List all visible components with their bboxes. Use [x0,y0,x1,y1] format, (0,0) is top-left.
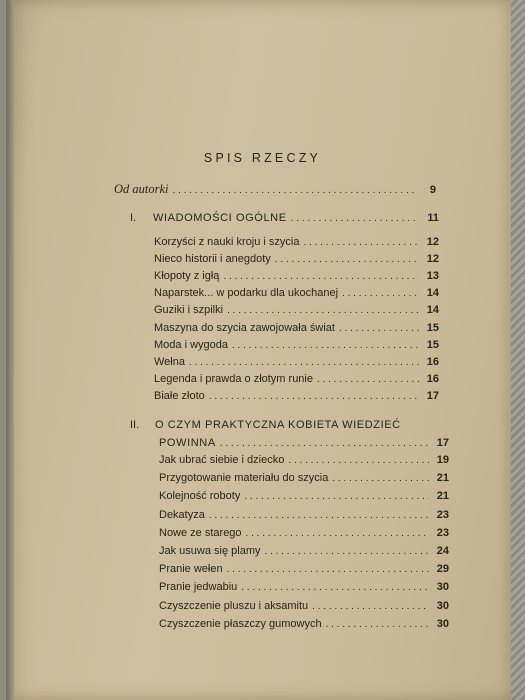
toc-entry [159,545,449,557]
toc-entry [159,490,449,502]
toc-chapter-label: WIADOMOŚCI OGÓLNE [153,212,287,224]
toc-entry-label: Guziki i szpilki [154,304,224,317]
leader-dots [312,601,429,612]
leader-dots [220,438,429,449]
toc-entry [154,253,439,265]
toc-page-number: 30 [436,617,449,630]
toc-entry [154,339,439,351]
toc-entry-label: Wełna [154,355,185,368]
toc-entry-label: Czyszczenie pluszu i aksamitu [159,599,309,612]
toc-entry [159,527,449,539]
toc-entry-label: Maszyna do szycia zawojowała świat [154,321,335,334]
page-title: SPIS RZECZY [203,151,322,165]
book-page [6,0,511,700]
toc-entry-label: Naparstek... w podarku dla ukochanej [154,287,339,300]
toc-entry [154,236,439,248]
leader-dots [244,491,429,502]
leader-dots [332,473,429,484]
toc-page-number: 14 [426,304,439,317]
toc-page-number: 12 [426,253,439,266]
toc-entry [154,287,439,299]
toc-entry [159,509,449,521]
toc-entry-label: Kłopoty z igłą [154,270,220,283]
toc-page-number: 29 [436,563,449,576]
toc-chapter-label-line1: O CZYM PRAKTYCZNA KOBIETA WIEDZIEĆ [155,419,401,431]
toc-entry-label: Przygotowanie materiału do szycia [159,472,329,485]
leader-dots [246,528,429,539]
leader-dots [173,185,416,196]
leader-dots [223,271,419,282]
chapter-number: II. [130,419,140,431]
toc-entry [154,322,439,334]
toc-chapter-2 [159,437,449,449]
toc-page-number: 21 [436,490,449,503]
toc-entry [159,472,449,484]
leader-dots [209,391,419,402]
toc-page-number: 16 [426,355,439,368]
toc-entry [159,618,449,630]
toc-entry-intro [114,182,436,197]
toc-page-number: 21 [436,472,449,485]
toc-page-number: 17 [426,389,439,402]
leader-dots [304,237,420,248]
toc-page-number: 14 [426,287,439,300]
toc-entry-label: Korzyści z nauki kroju i szycia [154,236,300,248]
toc-entry-label: Pranie wełen [159,563,223,576]
leader-dots [232,340,419,351]
toc-entry [159,563,449,575]
leader-dots [291,213,419,224]
leader-dots [342,288,419,299]
toc-page-number: 19 [436,454,449,466]
toc-page-number: 11 [427,212,439,224]
toc-chapter-1 [153,212,439,224]
toc-page-number: 17 [436,437,449,449]
toc-entry-label: Jak ubrać siebie i dziecko [159,454,285,466]
toc-page-number: 23 [436,508,449,521]
leader-dots [339,323,419,334]
leader-dots [265,546,430,557]
toc-entry [159,581,449,593]
leader-dots [227,305,419,316]
toc-entry-label: Jak usuwa się plamy [159,545,261,557]
toc-entry [154,304,439,316]
table-of-contents [6,0,511,700]
chapter-number: I. [130,212,137,224]
toc-entry [154,373,439,385]
toc-entry-label: Pranie jedwabiu [159,581,238,594]
toc-chapter-label-line2: POWINNA [159,437,216,449]
toc-entry-label: Nowe ze starego [159,526,242,539]
toc-page-number: 13 [426,270,439,283]
toc-entry-label: Legenda i prawda o złotym runie [154,372,313,385]
toc-entry-label: Dekatyza [159,508,205,521]
leader-dots [326,619,429,630]
toc-page-number: 9 [429,184,436,196]
toc-entry [154,390,439,402]
leader-dots [227,564,429,575]
toc-page-number: 15 [426,321,439,334]
leader-dots [288,455,429,466]
leader-dots [317,374,419,385]
toc-entry-label: Nieco historii i anegdoty [154,253,271,266]
toc-page-number: 24 [436,545,449,557]
leader-dots [275,254,419,265]
toc-entry-label: Kolejność roboty [159,490,241,503]
leader-dots [209,510,429,521]
toc-entry-label: Od autorki [114,182,169,196]
toc-page-number: 12 [426,236,439,248]
toc-entry [154,356,439,368]
toc-page-number: 23 [436,526,449,539]
toc-page-number: 30 [436,599,449,612]
toc-entry [159,454,449,466]
toc-entry [159,600,449,612]
toc-entry-label: Białe złoto [154,389,205,402]
toc-page-number: 30 [436,581,449,594]
toc-entry [154,270,439,282]
toc-page-number: 16 [426,372,439,385]
toc-entry-label: Czyszczenie płaszczy gumowych [159,617,322,630]
toc-entry-label: Moda i wygoda [154,338,228,351]
leader-dots [241,582,429,593]
leader-dots [189,357,419,368]
toc-page-number: 15 [426,338,439,351]
